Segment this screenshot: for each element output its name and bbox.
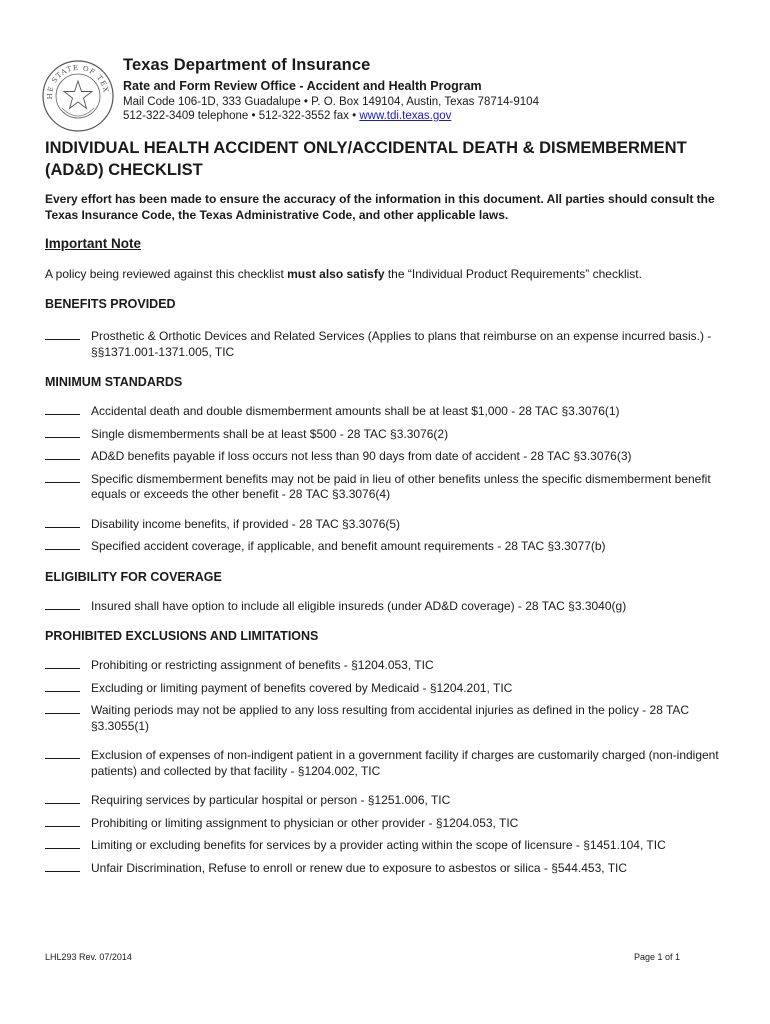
agency-name: Texas Department of Insurance xyxy=(123,56,371,74)
page-number: Page 1 of 1 xyxy=(633,952,680,962)
checklist-item xyxy=(45,329,735,360)
disclaimer: Every effort has been made to ensure the accuracy of the information in this document. All parties should consult the Texas Insurance Code, the Texas Administrative Code, and other applicable laws. xyxy=(45,192,715,222)
section-title: BENEFITS PROVIDED xyxy=(45,297,176,311)
checklist-item xyxy=(45,861,735,877)
checkbox-blank[interactable] xyxy=(45,691,80,692)
checklist-item xyxy=(45,816,735,832)
checklist-item-text: Exclusion of expenses of non-indigent patient in a government facility if charges are customarily charged (non-indigent patients) and collected by that facility - §1204.002, TIC xyxy=(91,748,719,778)
checkbox-blank[interactable] xyxy=(45,437,80,438)
checklist-item xyxy=(45,703,735,734)
checklist-item-text: Accidental death and double dismemberment amounts shall be at least $1,000 - 28 TAC §3.3076(1) xyxy=(91,404,620,418)
checklist-item xyxy=(45,517,735,533)
document-title: INDIVIDUAL HEALTH ACCIDENT ONLY/ACCIDENTAL DEATH & DISMEMBERMENT (AD&D) CHECKLIST xyxy=(45,139,687,179)
checklist-item-text: Specific dismemberment benefits may not be paid in lieu of other benefits unless the specific dismemberment benefit equals or exceeds the other benefit - 28 TAC §3.3076(4) xyxy=(91,471,711,501)
checklist-item xyxy=(45,427,735,443)
checkbox-blank[interactable] xyxy=(45,549,80,550)
checklist-item-text: Excluding or limiting payment of benefits covered by Medicaid - §1204.201, TIC xyxy=(91,680,513,695)
contact-line xyxy=(123,110,539,122)
checklist-item xyxy=(45,658,735,674)
checklist-item-text: Waiting periods may not be applied to any loss resulting from accidental injuries as defined in the policy - 28 TAC §3.3055(1) xyxy=(91,703,690,733)
checkbox-blank[interactable] xyxy=(45,482,80,483)
checkbox-blank[interactable] xyxy=(45,803,80,804)
checklist-item-text: AD&D benefits payable if loss occurs not less than 90 days from date of accident - 28 TAC §3.3076(3) xyxy=(91,449,632,463)
checklist-sections xyxy=(45,296,735,876)
checkbox-blank[interactable] xyxy=(45,668,80,669)
checkbox-blank[interactable] xyxy=(45,713,80,714)
checklist-item xyxy=(45,472,735,503)
important-note-text: A policy being reviewed against this checklist must also satisfy the “Individual Product Requirements” checklist. xyxy=(45,267,642,281)
checklist-item-text: Unfair Discrimination, Refuse to enroll or renew due to exposure to asbestos or silica - §544.453, TIC xyxy=(91,860,628,875)
star-icon xyxy=(64,81,92,109)
checkbox-blank[interactable] xyxy=(45,609,80,610)
agency-header xyxy=(123,56,539,122)
checklist-item xyxy=(45,681,735,697)
checklist-item-text: Prosthetic & Orthotic Devices and Related Services (Applies to plans that reimburse on an expense incurred basis.) - §§1371.001-1371.005, TIC xyxy=(91,329,712,359)
office-name: Rate and Form Review Office - Accident and Health Program xyxy=(123,79,482,93)
checklist-item-text: Requiring services by particular hospital or person - §1251.006, TIC xyxy=(91,793,451,807)
checklist-item-text: Prohibiting or restricting assignment of benefits - §1204.053, TIC xyxy=(91,658,434,672)
checklist-item-text: Specified accident coverage, if applicable, and benefit amount requirements - 28 TAC §3.3077(b) xyxy=(91,539,606,553)
svg-text:THE STATE OF TEXAS: HE STATE OF TEX xyxy=(45,63,110,100)
checklist-item xyxy=(45,539,735,555)
texas-state-seal xyxy=(40,58,116,134)
checklist-item xyxy=(45,838,735,854)
checklist-item xyxy=(45,599,735,615)
checklist-item-text: Insured shall have option to include all eligible insureds (under AD&D coverage) - 28 TAC §3.3040(g) xyxy=(91,598,627,613)
checkbox-blank[interactable] xyxy=(45,848,80,849)
checkbox-blank[interactable] xyxy=(45,339,80,340)
phone-fax: 512-322-3409 telephone • 512-322-3552 fax • xyxy=(123,110,357,122)
mailing-address: Mail Code 106-1D, 333 Guadalupe • P. O. Box 149104, Austin, Texas 78714-9104 xyxy=(123,96,539,108)
checklist-item xyxy=(45,449,735,465)
important-note-heading: Important Note xyxy=(45,236,141,251)
checkbox-blank[interactable] xyxy=(45,414,80,415)
section-title: MINIMUM STANDARDS xyxy=(45,375,183,389)
checklist-item-text: Prohibiting or limiting assignment to physician or other provider - §1204.053, TIC xyxy=(91,815,519,830)
form-number: LHL293 Rev. 07/2014 xyxy=(45,952,132,962)
checklist-item xyxy=(45,748,735,779)
checkbox-blank[interactable] xyxy=(45,527,80,528)
checkbox-blank[interactable] xyxy=(45,459,80,460)
checklist-item-text: Single dismemberments shall be at least $500 - 28 TAC §3.3076(2) xyxy=(91,426,449,441)
section-title: ELIGIBILITY FOR COVERAGE xyxy=(45,569,222,584)
checklist-item xyxy=(45,793,735,809)
checklist-item-text: Disability income benefits, if provided - 28 TAC §3.3076(5) xyxy=(91,516,401,531)
section-title: PROHIBITED EXCLUSIONS AND LIMITATIONS xyxy=(45,629,319,643)
checklist-item xyxy=(45,404,735,420)
checkbox-blank[interactable] xyxy=(45,758,80,759)
checklist-item-text: Limiting or excluding benefits for services by a provider acting within the scope of licensure - §1451.104, TIC xyxy=(91,838,666,852)
checkbox-blank[interactable] xyxy=(45,871,80,872)
website-link[interactable]: www.tdi.texas.gov xyxy=(359,110,452,122)
checkbox-blank[interactable] xyxy=(45,826,80,827)
